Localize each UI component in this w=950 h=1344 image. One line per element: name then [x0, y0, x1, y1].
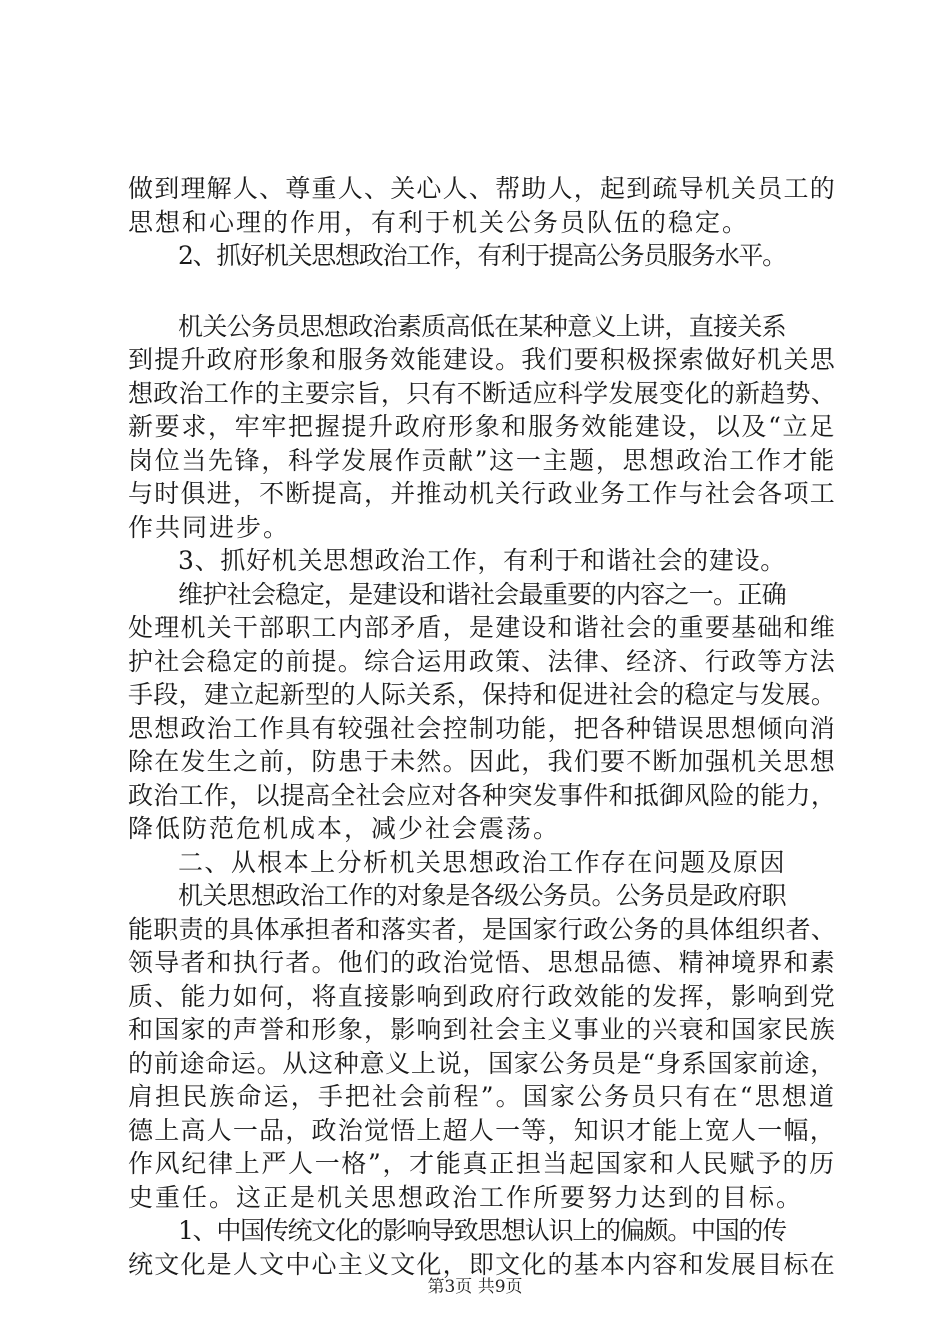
text-line: 作风纪律上严人一格”，才能真正担当起国家和人民赋予的历	[128, 1149, 836, 1178]
paragraph-continuation	[128, 172, 836, 239]
text-line: 史重任。这正是机关思想政治工作所要努力达到的目标。	[128, 1182, 804, 1212]
text-line: 做到理解人、尊重人、关心人、帮助人，起到疏导机关员工的	[128, 174, 836, 203]
text-line: 作共同进步。	[128, 512, 291, 542]
paragraph-traditional-culture	[128, 1214, 836, 1281]
paragraph-gap	[128, 273, 836, 310]
text-line: 统文化是人文中心主义文化，即文化的基本内容和发展目标在	[128, 1249, 836, 1279]
paragraph-service-level	[128, 310, 836, 545]
text-line: 想政治工作的主要宗旨，只有不断适应科学发展变化的新趋势、	[128, 378, 836, 408]
text-line: 机关公务员思想政治素质高低在某种意义上讲，直接关系	[178, 311, 787, 341]
text-line: 与时俱进，不断提高，并推动机关行政业务工作与社会各项工	[128, 479, 836, 508]
text-line: 机关思想政治工作的对象是各级公务员。公务员是政府职	[178, 881, 787, 910]
heading-point-3	[128, 544, 836, 578]
text-line: 维护社会稳定，是建设和谐社会最重要的内容之一。正确	[178, 579, 787, 609]
text-line: 护社会稳定的前提。综合运用政策、法律、经济、行政等方法	[128, 646, 836, 676]
text-line: 肩担民族命运，手把社会前程”。国家公务员只有在“思想道	[128, 1082, 836, 1111]
text-line: 二、从根本上分析机关思想政治工作存在问题及原因	[178, 847, 786, 877]
heading-point-2	[128, 239, 836, 273]
text-line: 领导者和执行者。他们的政治觉悟、思想品德、精神境界和素	[128, 948, 836, 977]
text-line: 3、抓好机关思想政治工作，有利于和谐社会的建设。	[178, 546, 786, 575]
paragraph-harmonious-society	[128, 578, 836, 846]
text-line: 到提升政府形象和服务效能建设。我们要积极探索做好机关思	[128, 345, 836, 374]
text-line: 能职责的具体承担者和落实者，是国家行政公务的具体组织者、	[128, 914, 836, 944]
text-line: 新要求，牢牢把握提升政府形象和服务效能建设，以及“立足	[128, 412, 836, 441]
text-line: 降低防范危机成本，减少社会震荡。	[128, 814, 561, 843]
text-line: 思想政治工作具有较强社会控制功能，把各种错误思想倾向消	[128, 713, 836, 743]
text-line: 和国家的声誉和形象，影响到社会主义事业的兴衰和国家民族	[128, 1015, 836, 1044]
text-line: 岗位当先锋，科学发展作贡献”这一主题，思想政治工作才能	[128, 445, 836, 475]
text-line: 处理机关干部职工内部矛盾，是建设和谐社会的重要基础和维	[128, 613, 836, 642]
document-body	[128, 172, 836, 1281]
text-line: 思想和心理的作用，有利于机关公务员队伍的稳定。	[128, 207, 750, 237]
page-number-footer: 第3页 共9页	[427, 1277, 523, 1297]
section-heading-2	[128, 846, 836, 880]
text-line: 手段，建立起新型的人际关系，保持和促进社会的稳定与发展。	[128, 680, 836, 709]
text-line: 政治工作，以提高全社会应对各种突发事件和抵御风险的能力，	[128, 780, 836, 810]
text-line: 除在发生之前，防患于未然。因此，我们要不断加强机关思想	[128, 747, 836, 776]
text-line: 质、能力如何，将直接影响到政府行政效能的发挥，影响到党	[128, 981, 836, 1011]
text-line: 的前途命运。从这种意义上说，国家公务员是“身系国家前途，	[128, 1048, 836, 1078]
text-line: 德上高人一品，政治觉悟上超人一等，知识才能上宽人一幅，	[128, 1115, 836, 1145]
text-line: 1、中国传统文化的影响导致思想认识上的偏颇。中国的传	[178, 1216, 786, 1245]
text-line: 2、抓好机关思想政治工作，有利于提高公务员服务水平。	[178, 241, 786, 270]
paragraph-civil-servants	[128, 879, 836, 1214]
